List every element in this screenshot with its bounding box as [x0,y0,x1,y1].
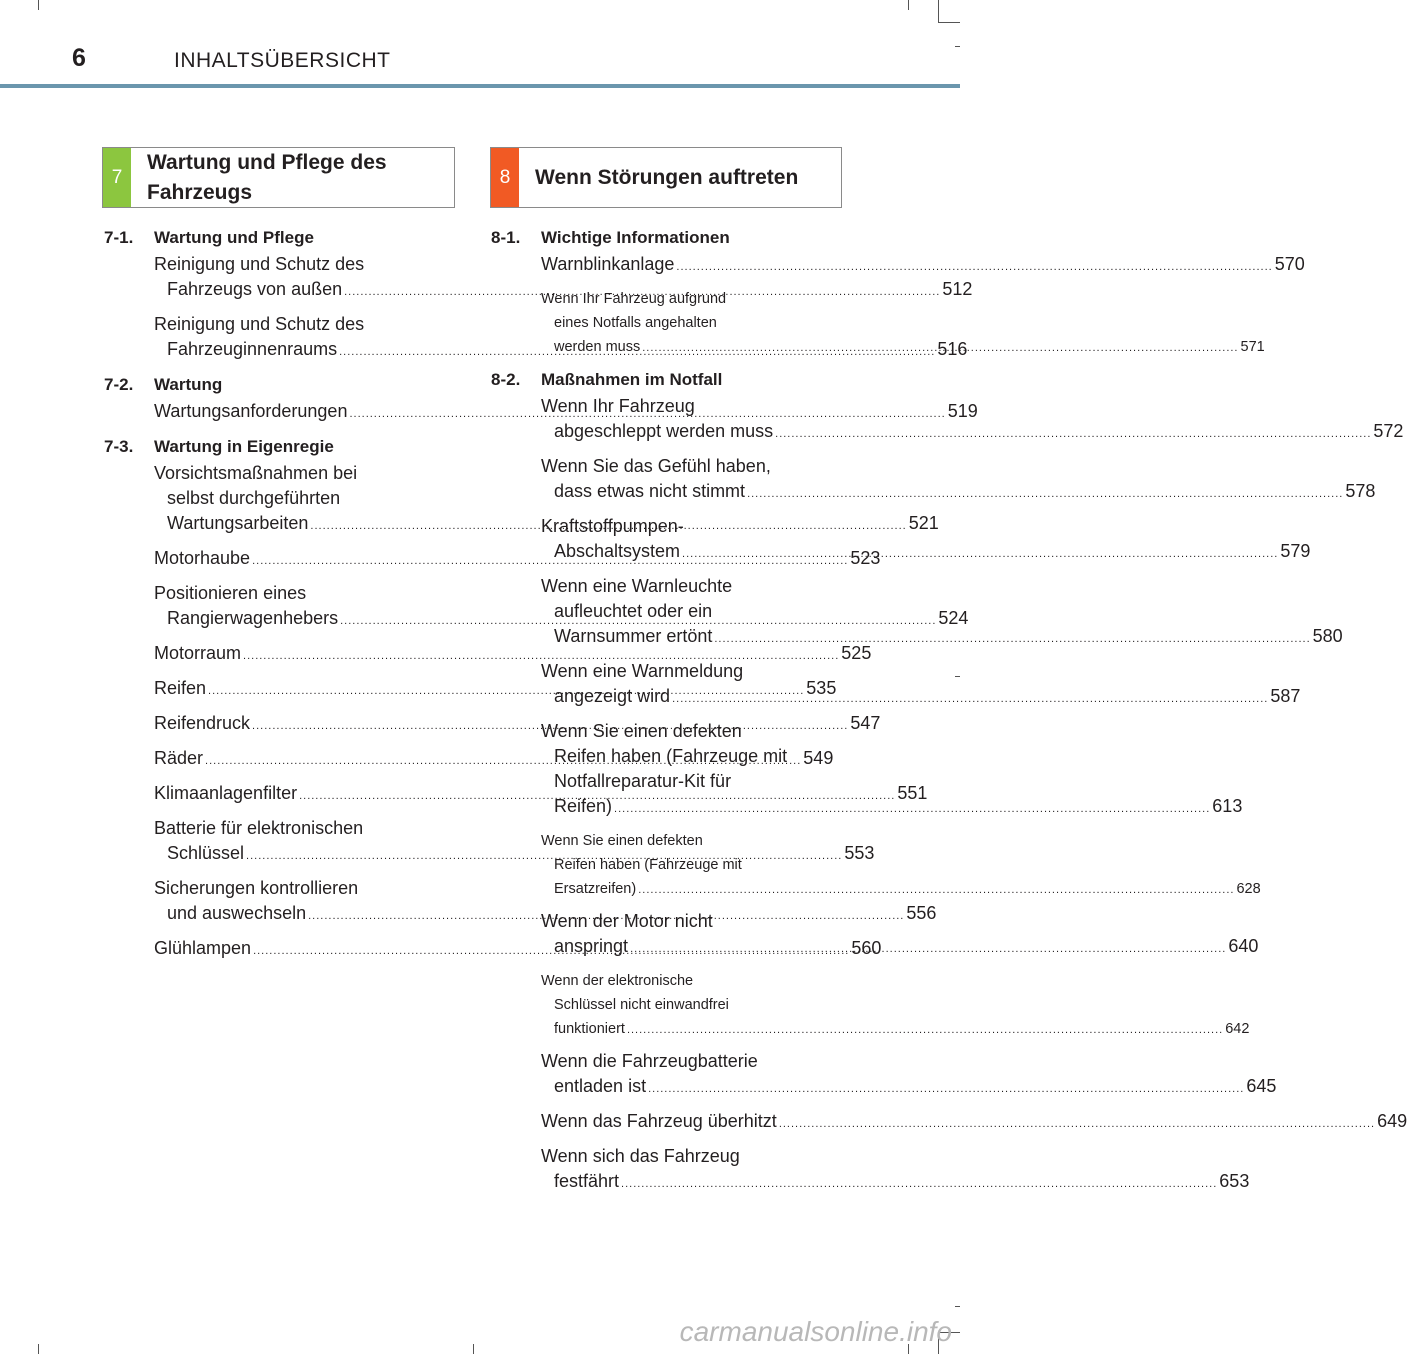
group-title: Wartung und Pflege [154,228,314,247]
page-reference[interactable]: 553 [844,843,875,863]
dot-leader [614,803,1210,815]
entry-text-line: Wenn sich das Fahrzeug [541,1146,740,1166]
entry-text-line: Schlüssel nicht einwandfrei [554,997,729,1013]
group-title: Wichtige Informationen [541,228,730,247]
page-reference[interactable]: 516 [937,339,968,359]
page-reference[interactable]: 580 [1312,626,1343,646]
entry-text-line: Wenn das Fahrzeug überhitzt [541,1111,777,1131]
group-heading [491,370,829,390]
entry-text-line: Warnblinkanlage [541,254,675,274]
page-reference[interactable]: 560 [851,938,882,958]
group-title: Wartung in Eigenregie [154,437,334,456]
dot-leader [779,1112,1375,1137]
group-number: 8-2. [491,370,521,389]
entry-text-line: Ersatzreifen) [554,881,637,897]
page-reference[interactable]: 512 [942,279,973,299]
toc-entry[interactable] [541,1109,1407,1137]
entry-text-line: Wenn Ihr Fahrzeug [541,396,695,416]
entry-leader-line [541,794,1243,822]
entry-text-line: und auswechseln [167,903,307,923]
page-reference[interactable]: 519 [947,401,978,421]
page-reference[interactable]: 613 [1212,796,1243,816]
entry-text-line: Reinigung und Schutz des [154,254,365,274]
entry-text-line: Reifendruck [154,713,251,733]
entry-text-line: entladen ist [554,1076,647,1096]
entry-text-line: Wartungsarbeiten [167,513,309,533]
page-reference[interactable]: 628 [1236,881,1261,897]
page-reference[interactable]: 551 [897,783,928,803]
entry-text-line: Reifen haben (Fahrzeuge mit [554,746,788,766]
entry-text-line: Motorraum [154,643,242,663]
group-heading [491,228,829,248]
group-title: Maßnahmen im Notfall [541,370,723,389]
page-reference[interactable]: 579 [1280,541,1311,561]
page-reference[interactable]: 587 [1270,686,1301,706]
toc-entry[interactable] [541,1049,1277,1102]
entry-text-line: werden muss [554,339,641,355]
entry-text-line: Abschaltsystem [554,541,681,561]
entry-text-line: Wenn die Fahrzeugbatterie [541,1051,758,1071]
page-reference[interactable]: 571 [1240,339,1265,355]
page-reference[interactable]: 649 [1377,1111,1407,1131]
entry-text-line: selbst durchgeführten [167,488,341,508]
page-reference[interactable]: 523 [850,548,881,568]
toc-entry[interactable] [541,1144,1250,1197]
entry-leader-line [541,252,1305,280]
group-number: 7-1. [104,228,134,247]
entry-leader-line [541,1169,1250,1197]
entry-text-line: Räder [154,748,204,768]
entry-text-line: Positionieren eines [154,583,307,603]
page-reference[interactable]: 642 [1225,1021,1250,1037]
entry-text-line: Wenn Sie einen defekten [541,721,742,741]
page-reference[interactable]: 535 [806,678,837,698]
entry-text-line: abgeschleppt werden muss [554,421,774,441]
entry-text-line: aufleuchtet oder ein [554,601,713,621]
page-reference[interactable]: 653 [1219,1171,1250,1191]
dot-leader [676,255,1272,280]
entry-text-line: Wenn Sie das Gefühl haben, [541,456,771,476]
toc-entry[interactable] [154,641,872,669]
entry-text-line: Reifen haben (Fahrzeuge mit [554,857,742,873]
entry-text-line: Kraftstoffpumpen- [541,516,684,536]
section-number: 8 [491,148,519,207]
toc-entry[interactable] [541,659,1301,712]
entry-leader-line [541,877,1261,902]
entry-text-line: Wenn Ihr Fahrzeug aufgrund [541,291,727,307]
page-reference[interactable]: 578 [1345,481,1376,501]
entry-text-line: Wartungsanforderungen [154,401,348,421]
page-reference[interactable]: 549 [803,748,834,768]
group-heading [104,228,442,248]
entry-text-line: Batterie für elektronischen [154,818,364,838]
entry-text-line: Sicherungen kontrollieren [154,878,359,898]
group-number: 7-3. [104,437,134,456]
page-reference[interactable]: 570 [1274,254,1305,274]
dot-leader [648,1083,1244,1095]
dot-leader [621,1178,1217,1190]
page-reference[interactable]: 640 [1228,936,1259,956]
section-title: Wartung und Pflege des Fahrzeugs [147,150,387,204]
entry-text-line: Reifen) [554,796,613,816]
page-reference[interactable]: 521 [908,513,939,533]
entry-text-line: Motorhaube [154,548,251,568]
group-heading [104,437,442,457]
page-header [0,0,960,90]
entry-text-line: Glühlampen [154,938,252,958]
page-reference[interactable]: 572 [1373,421,1404,441]
dot-leader [627,1024,1223,1036]
entry-leader-line [154,641,872,669]
dot-leader [747,488,1343,500]
page-title: INHALTSÜBERSICHT [174,49,391,72]
page-number: 6 [72,44,86,72]
entry-text-line: Wenn der elektronische [541,973,694,989]
page-reference[interactable]: 525 [841,643,872,663]
entry-text-line: Vorsichtsmaßnahmen bei [154,463,358,483]
entry-text-line: Wenn eine Warnmeldung [541,661,744,681]
entry-leader-line [541,419,1404,447]
crop-mark [955,1306,960,1307]
entry-leader-line [541,479,1376,507]
section-title: Wenn Störungen auftreten [535,165,799,189]
toc-entry[interactable] [541,454,1376,507]
page-reference[interactable]: 524 [938,608,969,628]
entry-text-line: Fahrzeuginnenraums [167,339,338,359]
section-number: 7 [103,148,131,207]
entry-leader-line [541,1109,1407,1137]
entry-text-line: Wenn Sie einen defekten [541,833,703,849]
group-number: 8-1. [491,228,521,247]
header-rule [0,84,960,88]
entry-text-line: Warnsummer ertönt [554,626,713,646]
entry-text-line: Schlüssel [167,843,245,863]
toc-entry[interactable] [541,252,1305,280]
page-reference[interactable]: 547 [850,713,881,733]
entry-text-line: funktioniert [554,1021,625,1037]
entry-text-line: Wenn eine Warnleuchte [541,576,733,596]
watermark: carmanualsonline.info [679,1316,952,1347]
entry-text-line: eines Notfalls angehalten [554,315,717,331]
toc-entry[interactable] [541,969,1250,1042]
entry-leader-line [541,1074,1277,1102]
entry-text-line: Wenn der Motor nicht [541,911,713,931]
dot-leader [714,633,1310,645]
entry-text-line: Rangierwagenhebers [167,608,339,628]
page-reference[interactable]: 645 [1246,1076,1277,1096]
entry-text-line: festfährt [554,1171,620,1191]
entry-text-line: Reinigung und Schutz des [154,314,365,334]
dot-leader [672,693,1268,705]
entry-text-line: Notfallreparatur-Kit für [554,771,732,791]
dot-leader [642,342,1238,354]
entry-text-line: Fahrzeugs von außen [167,279,343,299]
dot-leader [682,548,1278,560]
entry-leader-line [541,684,1301,712]
page-reference[interactable]: 556 [906,903,937,923]
entry-leader-line [541,624,1343,652]
group-number: 7-2. [104,375,134,394]
group-heading [104,375,442,395]
crop-mark [473,1344,474,1354]
dot-leader [630,943,1226,955]
entry-text-line: Klimaanlagenfilter [154,783,298,803]
entry-text-line: angezeigt wird [554,686,671,706]
entry-text-line: Reifen [154,678,207,698]
crop-mark [955,676,960,677]
section-header-7 [102,147,455,208]
dot-leader [638,884,1234,896]
dot-leader [775,428,1371,440]
entry-text-line: dass etwas nicht stimmt [554,481,746,501]
group-title: Wartung [154,375,223,394]
entry-leader-line [541,1017,1250,1042]
crop-mark [38,1344,39,1354]
section-header-8 [490,147,842,208]
entry-text-line: anspringt [554,936,629,956]
